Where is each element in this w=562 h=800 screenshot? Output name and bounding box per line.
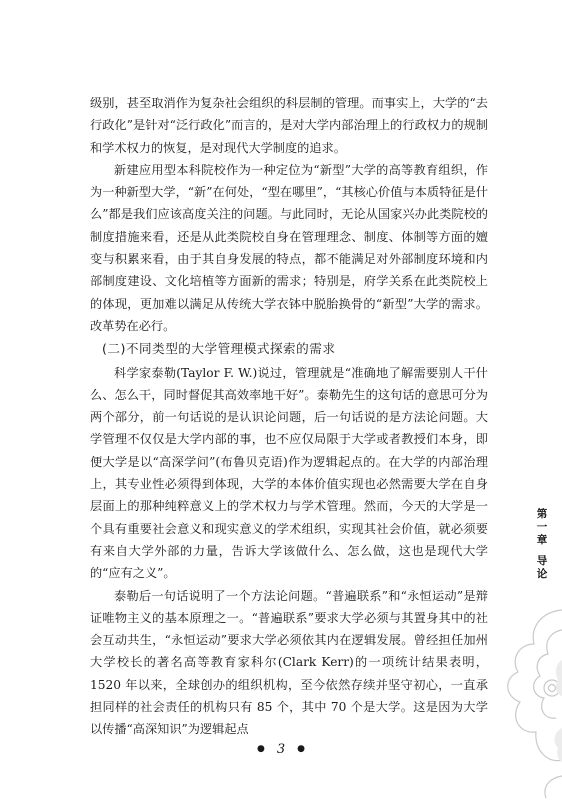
paragraph-2: 新建应用型本科院校作为一种定位为“新型”大学的高等教育组织，作为一种新型大学，“新”在何处，“型在哪里”，“其核心价值与本质特征是什么”都是我们应该高度关注的问题。与此同时，无论从国家兴办此类院校的制度措施来看，还是从此类院校自身在管理理念、制度、体制等方面的嬗变与积累来看，由于其自身发展的特点，都不能满足对外部制度环境和内部制度建设、文化培植等方面新的需求；特别是，府学关系在此类院校上的体现，更加难以满足从传统大学衣钵中脱胎换骨的“新型”大学的需求。改革势在必行。 bbox=[90, 162, 488, 333]
bullet-icon: ● bbox=[297, 744, 305, 754]
cloud-ornament-icon bbox=[490, 600, 562, 800]
bullet-icon: ● bbox=[257, 744, 265, 754]
section-heading: (二)不同类型的大学管理模式探索的需求 bbox=[102, 341, 336, 357]
body-text bbox=[90, 92, 488, 741]
page-number-value: 3 bbox=[276, 742, 286, 757]
page-number bbox=[0, 742, 562, 757]
paragraph-3: 科学家泰勒(Taylor F. W.)说过，管理就是“准确地了解需要别人干什么、怎么干，同时督促其高效率地干好”。泰勒先生的这句话的意思可分为两个部分，前一句话说的是认识论问题，后一句话说的是方法论问题。大学管理不仅仅是大学内部的事，也不应仅局限于大学或者教授们本身，即便大学是以“高深学问”(布鲁贝克语)作为逻辑起点的。在大学的内部治理上，其专业性必须得到体现，大学的本体价值实现也必然需要大学在自身层面上的那种纯粹意义上的学术权力与学术管理。然而，今天的大学是一个具有重要社会意义和现实意义的学术组织，实现其社会价值，就必须要有来自大学外部的力量，告诉大学该做什么、怎么做，这也是现代大学的“应有之义”。 bbox=[90, 365, 488, 581]
paragraph-1: 级别，甚至取消作为复杂社会组织的科层制的管理。而事实上，大学的“去行政化”是针对“泛行政化”而言的，是对大学内部治理上的行政权力的规制和学术权力的恢复，是对现代大学制度的追求。 bbox=[90, 96, 488, 155]
paragraph-4: 泰勒后一句话说明了一个方法论问题。“普遍联系”和“永恒运动”是辩证唯物主义的基本原理之一。“普遍联系”要求大学必须与其置身其中的社会互动共生，“永恒运动”要求大学必须依其内在逻辑发展。曾经担任加州大学校长的著名高等教育家科尔(Clark Kerr)的一项统计结果表明，1520 年以来，全球创办的组织机构，至今依然存续并坚守初心，一直承担同样的社会责任的机构只有 85 个，其中 70 个是大学。这是因为大学以传播“高深知识”为逻辑起点 bbox=[90, 588, 488, 737]
chapter-label: 第 一 章 导 论 bbox=[536, 508, 548, 580]
